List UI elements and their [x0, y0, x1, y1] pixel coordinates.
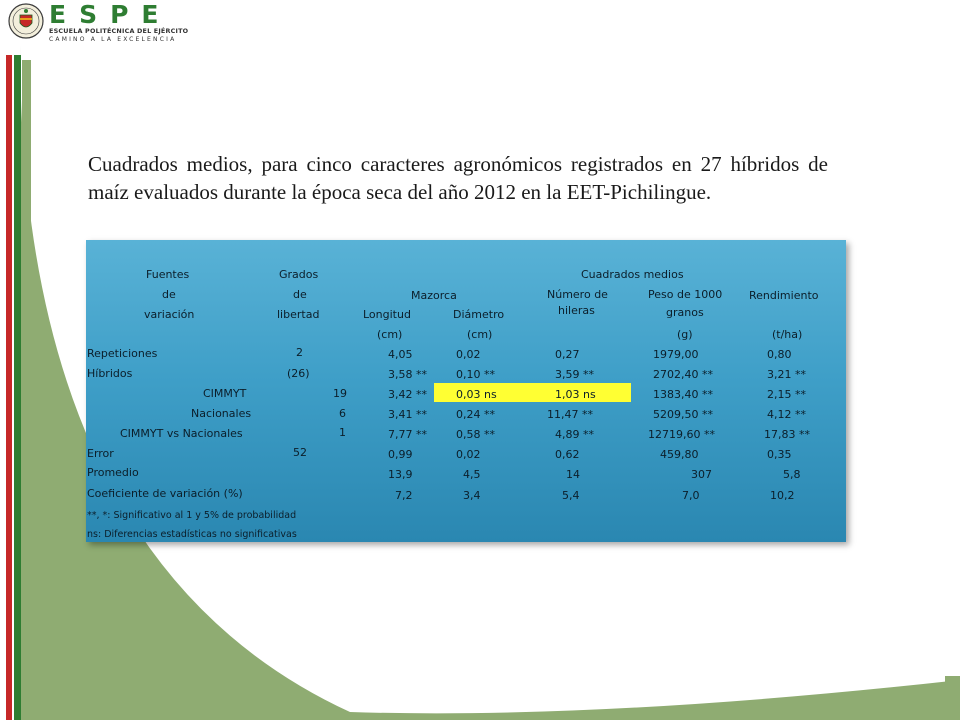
header-diametro-unit: (cm) — [467, 328, 493, 341]
row-gl: 52 — [293, 446, 307, 459]
row-source: Coeficiente de variación (%) — [87, 487, 243, 500]
row-peso: 307 — [691, 468, 712, 481]
header-diametro: Diámetro — [453, 308, 505, 321]
header-peso-unit: (g) — [677, 328, 693, 341]
university-seal-icon — [8, 2, 44, 40]
row-rendimiento: 3,21 ** — [767, 368, 806, 381]
header-longitud-unit: (cm) — [377, 328, 403, 341]
header-fuentes: Fuentes — [146, 268, 190, 281]
row-gl: 19 — [333, 387, 347, 400]
row-hileras: 14 — [566, 468, 580, 481]
header-granos: granos — [666, 306, 704, 319]
row-gl: 6 — [339, 407, 346, 420]
row-source: Promedio — [87, 466, 139, 479]
brand-subtitle: ESCUELA POLITÉCNICA DEL EJÉRCITO — [49, 27, 189, 35]
row-source: Error — [87, 447, 114, 460]
header-de: de — [162, 288, 176, 301]
row-hileras: 5,4 — [562, 489, 580, 502]
results-table — [86, 240, 846, 542]
slide-caption: Cuadrados medios, para cinco caracteres agronómicos registrados en 27 híbridos de maíz evaluados durante la época seca del año 2012 en la EET-Pichilingue. — [88, 152, 828, 204]
footnote-significance: **, *: Significativo al 1 y 5% de probabilidad — [87, 510, 297, 521]
brand-logo-text: ESPE — [49, 0, 172, 29]
row-rendimiento: 2,15 ** — [767, 388, 806, 401]
row-longitud: 7,77 ** — [388, 428, 427, 441]
header-longitud: Longitud — [363, 308, 411, 321]
row-hileras: 3,59 ** — [555, 368, 594, 381]
row-diametro: 0,02 — [456, 448, 481, 461]
row-hileras: 0,62 — [555, 448, 580, 461]
row-rendimiento: 0,80 — [767, 348, 792, 361]
row-longitud: 3,42 ** — [388, 388, 427, 401]
row-diametro: 0,03 ns — [456, 388, 497, 401]
row-longitud: 0,99 — [388, 448, 413, 461]
row-peso: 5209,50 ** — [653, 408, 713, 421]
header-cuadrados-medios: Cuadrados medios — [581, 268, 684, 281]
row-peso: 12719,60 ** — [648, 428, 715, 441]
row-rendimiento: 4,12 ** — [767, 408, 806, 421]
row-peso: 7,0 — [682, 489, 700, 502]
stripe-olive — [22, 60, 31, 720]
header-de-2: de — [293, 288, 307, 301]
header-numero-de: Número de — [547, 288, 608, 301]
row-diametro: 0,10 ** — [456, 368, 495, 381]
row-rendimiento: 17,83 ** — [764, 428, 810, 441]
stripe-green — [14, 55, 21, 720]
header-rendimiento-unit: (t/ha) — [772, 328, 803, 341]
row-peso: 1979,00 — [653, 348, 699, 361]
row-source: Nacionales — [191, 407, 252, 420]
row-peso: 1383,40 ** — [653, 388, 713, 401]
row-hileras: 11,47 ** — [547, 408, 593, 421]
header-hileras: hileras — [558, 304, 595, 317]
row-peso: 2702,40 ** — [653, 368, 713, 381]
stripe-red — [6, 55, 12, 720]
row-rendimiento: 5,8 — [783, 468, 801, 481]
row-source: Repeticiones — [87, 347, 158, 360]
row-longitud: 7,2 — [395, 489, 413, 502]
row-gl: 2 — [296, 346, 303, 359]
row-diametro: 0,02 — [456, 348, 481, 361]
row-diametro: 0,58 ** — [456, 428, 495, 441]
row-longitud: 3,41 ** — [388, 408, 427, 421]
header-mazorca: Mazorca — [411, 289, 457, 302]
row-longitud: 3,58 ** — [388, 368, 427, 381]
row-gl: (26) — [287, 367, 310, 380]
row-peso: 459,80 — [660, 448, 699, 461]
brand-motto: CAMINO A LA EXCELENCIA — [49, 36, 177, 43]
header-rendimiento: Rendimiento — [749, 289, 819, 302]
row-diametro: 0,24 ** — [456, 408, 495, 421]
header-grados: Grados — [279, 268, 319, 281]
row-longitud: 4,05 — [388, 348, 413, 361]
row-source: CIMMYT vs Nacionales — [120, 427, 243, 440]
row-source: Híbridos — [87, 367, 133, 380]
header-peso-de-1000: Peso de 1000 — [648, 288, 723, 301]
row-longitud: 13,9 — [388, 468, 413, 481]
row-diametro: 3,4 — [463, 489, 481, 502]
row-rendimiento: 10,2 — [770, 489, 795, 502]
header-libertad: libertad — [277, 308, 320, 321]
footnote-ns: ns: Diferencias estadísticas no significativas — [87, 529, 297, 540]
row-rendimiento: 0,35 — [767, 448, 792, 461]
corner-olive-block — [945, 676, 960, 720]
row-gl: 1 — [339, 426, 346, 439]
row-diametro: 4,5 — [463, 468, 481, 481]
row-hileras: 4,89 ** — [555, 428, 594, 441]
header-variacion: variación — [144, 308, 195, 321]
row-hileras: 0,27 — [555, 348, 580, 361]
row-hileras: 1,03 ns — [555, 388, 596, 401]
row-source: CIMMYT — [203, 387, 247, 400]
